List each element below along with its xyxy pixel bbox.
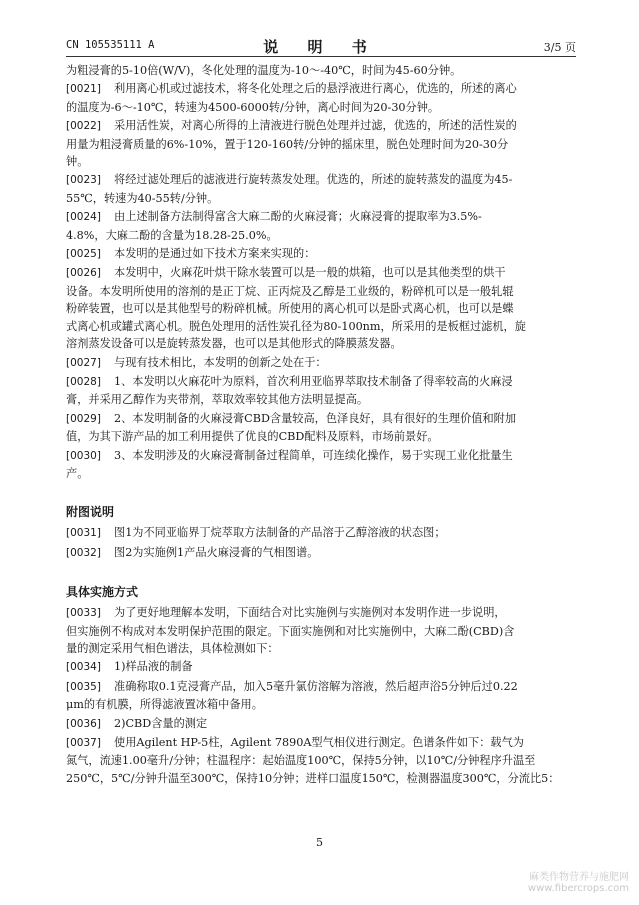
paragraph-text: 值，为其下游产品的加工利用提供了优良的CBD配料及原料，市场前景好。	[66, 430, 439, 444]
paragraph-number: [0028]	[66, 375, 101, 388]
paragraph-text: 1)样品液的制备	[114, 660, 193, 674]
paragraph-text: 为了更好地理解本发明，下面结合对比实施例与实施例对本发明作进一步说明，	[114, 606, 506, 620]
paragraph	[66, 715, 576, 733]
paragraph	[66, 171, 576, 207]
paragraph-text: 采用活性炭，对离心所得的上清液进行脱色处理并过滤，优选的，所述的活性炭的	[114, 119, 517, 133]
paragraph-number: [0031]	[66, 527, 101, 540]
watermark-site-name: 麻类作物营养与施肥网	[529, 872, 629, 883]
paragraph	[66, 658, 576, 676]
paragraph	[66, 245, 576, 263]
paragraph-number: [0030]	[66, 449, 101, 462]
text-line	[66, 171, 576, 189]
paragraph-number: [0026]	[66, 267, 101, 280]
paragraph-text: 本发明中，火麻花叶烘干除水装置可以是一般的烘箱，也可以是其他类型的烘干	[114, 266, 506, 280]
text-line	[66, 391, 576, 408]
page-number: 5	[316, 836, 323, 849]
paragraph-number: [0023]	[66, 174, 101, 187]
paragraph	[66, 62, 576, 79]
paragraph-text: 的温度为-6～-10℃，转速为4500-6000转/分钟，离心时间为20-30分钟。	[66, 100, 440, 114]
text-line	[66, 604, 576, 622]
paragraph-number: [0025]	[66, 248, 101, 261]
paragraph-text: 图2为实施例1产品火麻浸膏的气相图谱。	[114, 545, 319, 559]
paragraph	[66, 524, 576, 542]
paragraph-number: [0022]	[66, 120, 101, 133]
paragraph-text: 量的测定采用气相色谱法，具体检测如下：	[66, 641, 279, 655]
paragraph-number: [0029]	[66, 412, 101, 425]
paragraph-text: 产。	[66, 466, 89, 480]
paragraph-text: 1、本发明以火麻花叶为原料，首次利用亚临界萃取技术制备了得率较高的火麻浸	[114, 374, 513, 388]
text-line	[66, 245, 576, 263]
section-heading: 附图说明	[66, 505, 115, 520]
paragraph	[66, 734, 576, 787]
paragraph-text: 55℃，转速为40-55转/分钟。	[66, 191, 219, 205]
paragraph	[66, 410, 576, 446]
text-line	[66, 465, 576, 482]
paragraph-text: 图1为不同亚临界丁烷萃取方法制备的产品溶于乙醇溶液的状态图；	[114, 526, 446, 540]
paragraph	[66, 373, 576, 409]
paragraph-number: [0037]	[66, 737, 101, 749]
paragraph-number: [0033]	[66, 607, 101, 620]
paragraph	[66, 117, 576, 170]
text-line	[66, 752, 576, 769]
paragraph	[66, 678, 576, 714]
text-line	[66, 335, 576, 352]
paragraph-text: 为粗浸膏的5-10倍(W/V)，冬化处理的温度为-10～-40℃，时间为45-60分钟。	[66, 64, 462, 77]
watermark-url: www.fibercrops.com	[527, 883, 629, 894]
text-line	[66, 678, 576, 696]
paragraph-text: 利用离心机或过滤技术，将冬化处理之后的悬浮液进行离心，优选的，所述的离心	[114, 82, 517, 96]
paragraph-text: 设备。本发明所使用的溶剂的是正丁烷、正丙烷及乙醇是工业级的，粉碎机可以是一般轧辊	[66, 284, 514, 298]
paragraph-number: [0034]	[66, 661, 101, 674]
paragraph	[66, 604, 576, 657]
paragraph-text: μm的有机膜，所得滤液置冰箱中备用。	[66, 698, 263, 712]
patent-number: CN 105535111 A	[66, 39, 155, 51]
paragraph-text: 2、本发明制备的火麻浸膏CBD含量较高，色泽良好，具有很好的生理价值和附加	[114, 411, 517, 425]
text-line	[66, 227, 576, 244]
paragraph-text: 准确称取0.1克浸膏产品，加入5毫升氯仿溶解为溶液，然后超声浴5分钟后过0.22	[114, 679, 518, 693]
text-line	[66, 62, 576, 79]
text-line	[66, 136, 576, 153]
text-line	[66, 99, 576, 116]
text-line	[66, 524, 576, 542]
paragraph-text: 粉碎装置，也可以是其他型号的粉碎机械。所使用的离心机可以是卧式离心机，也可以是蝶	[66, 302, 514, 316]
paragraph-number: [0024]	[66, 211, 101, 224]
text-line	[66, 658, 576, 676]
text-line	[66, 354, 576, 372]
text-line	[66, 428, 576, 445]
page-header	[66, 36, 576, 57]
paragraph-text: 本发明的是通过如下技术方案来实现的：	[114, 247, 316, 261]
paragraph-text: 3、本发明涉及的火麻浸膏制备过程简单，可连续化操作，易于实现工业化批量生	[114, 448, 513, 462]
text-line	[66, 190, 576, 207]
text-line	[66, 373, 576, 391]
text-line	[66, 318, 576, 335]
paragraph-text: 钟。	[66, 155, 89, 169]
paragraph-text: 与现有技术相比，本发明的创新之处在于：	[114, 355, 327, 369]
paragraph-number: [0035]	[66, 680, 101, 693]
paragraph	[66, 544, 576, 562]
document-body	[66, 62, 576, 788]
paragraph-text: 膏，并采用乙醇作为夹带剂，萃取效率较其他方法明显提高。	[66, 393, 369, 407]
paragraph-text: 250℃，5℃/分钟升温至300℃，保持10分钟；进样口温度150℃，检测器温度300℃，分流比5：	[66, 771, 560, 785]
paragraph-text: 由上述制备方法制得富含大麻二酚的火麻浸膏；火麻浸膏的提取率为3.5%-	[114, 210, 482, 224]
watermark	[528, 872, 629, 894]
text-line	[66, 80, 576, 98]
paragraph-text: 2)CBD含量的测定	[114, 716, 208, 730]
paragraph-number: [0032]	[66, 546, 101, 559]
text-line	[66, 696, 576, 713]
paragraph-text: 使用Agilent HP-5柱，Agilent 7890A型气相仪进行测定。色谱条件如下：载气为	[114, 736, 524, 749]
paragraph-text: 溶剂蒸发设备可以是旋转蒸发器，也可以是其他形式的降膜蒸发器。	[66, 337, 402, 351]
paragraph-text: 但实施例不构成对本发明保护范围的限定。下面实施例和对比实施例中，大麻二酚(CBD)含	[66, 624, 515, 638]
paragraph-number: [0027]	[66, 356, 101, 369]
text-line	[66, 410, 576, 428]
text-line	[66, 544, 576, 562]
text-line	[66, 153, 576, 170]
text-line	[66, 283, 576, 300]
text-line	[66, 715, 576, 733]
paragraph-number: [0036]	[66, 717, 101, 730]
text-line	[66, 734, 576, 752]
section-heading: 具体实施方式	[66, 585, 139, 600]
paragraph-text: 4.8%，大麻二酚的含量为18.28-25.0%。	[66, 228, 278, 242]
paragraph	[66, 447, 576, 483]
paragraph-text: 将经过滤处理后的滤液进行旋转蒸发处理。优选的，所述的旋转蒸发的温度为45-	[114, 173, 513, 187]
paragraph-text: 用量为粗浸膏质量的6%-10%，置于120-160转/分钟的摇床里，脱色处理时间为20-30分	[66, 137, 509, 151]
paragraph	[66, 354, 576, 372]
text-line	[66, 640, 576, 657]
paragraph	[66, 80, 576, 116]
text-line	[66, 264, 576, 282]
paragraph-text: 氮气，流速1.00毫升/分钟；柱温程序：起始温度100℃，保持5分钟，以10℃/分钟程序升温至	[66, 754, 536, 768]
paragraph-text: 式离心机或罐式离心机。脱色处理用的活性炭孔径为80-100nm，所采用的是板框过滤机，旋	[66, 319, 526, 333]
text-line	[66, 300, 576, 317]
text-line	[66, 623, 576, 640]
text-line	[66, 208, 576, 226]
page-indicator: 3/5 页	[543, 41, 576, 54]
paragraph	[66, 208, 576, 244]
text-line	[66, 770, 576, 787]
text-line	[66, 117, 576, 135]
paragraph	[66, 264, 576, 352]
paragraph-number: [0021]	[66, 83, 101, 96]
text-line	[66, 447, 576, 465]
document-title: 说 明 书	[263, 38, 379, 56]
